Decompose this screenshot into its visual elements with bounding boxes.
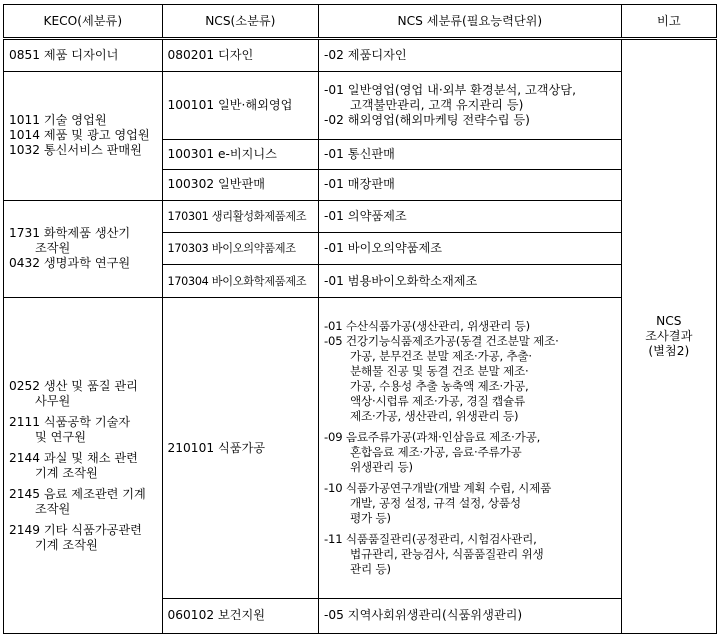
ncs-detail-cell: -01 바이오의약품제조 (319, 232, 622, 265)
ncs-detail-item: 혼합음료 제조·가공, 음료·주류가공 (350, 445, 522, 460)
ncs-detail-cell: -01 통신판매 (319, 139, 622, 169)
ncs-detail-item: -01 수산식품가공(생산관리, 위생관리 등) (324, 319, 530, 334)
keco-item: 1032 통신서비스 판매원 (9, 143, 142, 158)
ncs-small-cell: 100302 일반판매 (162, 169, 318, 200)
ncs-detail-item: 분해물 진공 및 동결 건조 분말 제조· (350, 364, 529, 379)
ncs-detail-item: 가공, 수용성 추출 농축액 제조·가공, (350, 379, 529, 394)
ncs-small-cell: 060102 보건지원 (162, 598, 318, 633)
header-note: 비고 (621, 5, 716, 39)
header-keco: KECO(세분류) (4, 5, 163, 39)
ncs-detail-item: 가공, 분무건조 분말 제조·가공, 추출· (350, 349, 532, 364)
ncs-detail-cell (319, 71, 622, 139)
note-line: (별첨2) (648, 344, 690, 358)
keco-item: 기계 조작원 (35, 465, 98, 480)
keco-item: 조작원 (35, 241, 71, 256)
table-row (4, 200, 717, 232)
ncs-detail-item: 평가 등) (350, 511, 391, 526)
ncs-small-cell: 170304 바이오화학제품제조 (162, 265, 318, 298)
ncs-detail-item: 관리 등) (350, 562, 391, 577)
table-row (4, 39, 717, 72)
classification-table (3, 4, 717, 634)
keco-item: 조작원 (35, 501, 71, 516)
keco-item: 1011 기술 영업원 (9, 113, 107, 128)
ncs-detail-item: -01 일반영업(영업 내·외부 환경분석, 고객상담, (324, 82, 576, 97)
ncs-small-cell: 100101 일반·해외영업 (162, 71, 318, 139)
ncs-detail-item: -10 식품가공연구개발(개발 계획 수립, 시제품 (324, 481, 552, 496)
ncs-detail-cell: -01 매장판매 (319, 169, 622, 200)
ncs-detail-item: -02 해외영업(해외마케팅 전략수립 등) (324, 112, 530, 127)
note-line: 조사결과 (645, 329, 693, 343)
keco-item: 및 연구원 (35, 429, 86, 444)
table-row (4, 298, 717, 599)
keco-item: 2111 식품공학 기술자 (9, 414, 131, 429)
ncs-small-cell: 100301 e-비지니스 (162, 139, 318, 169)
ncs-detail-cell: -05 지역사회위생관리(식품위생관리) (319, 598, 622, 633)
ncs-small-cell: 210101 식품가공 (162, 298, 318, 599)
keco-item: 1014 제품 및 광고 영업원 (9, 128, 150, 143)
ncs-detail-item: -11 식품품질관리(공정관리, 시험검사관리, (324, 532, 537, 547)
keco-item: 0252 생산 및 품질 관리 (9, 378, 138, 393)
keco-item: 1731 화학제품 생산기 (9, 226, 131, 241)
header-ncs-small: NCS(소분류) (162, 5, 318, 39)
ncs-detail-item: 개발, 공정 설정, 규격 설정, 상품성 (350, 496, 521, 511)
ncs-small-cell: 170303 바이오의약품제조 (162, 232, 318, 265)
keco-item: 0851 제품 디자이너 (9, 47, 119, 62)
keco-item: 2149 기타 식품가공관련 (9, 522, 142, 537)
ncs-small-cell: 080201 디자인 (162, 39, 318, 72)
ncs-detail-item: 제조·가공, 생산관리, 위생관리 등) (350, 409, 519, 424)
ncs-detail-cell (319, 39, 622, 72)
ncs-small-cell: 170301 생리활성화제품제조 (162, 200, 318, 232)
ncs-detail-item: 액상·시럽류 제조·가공, 경질 캡슐류 (350, 394, 525, 409)
keco-item: 0432 생명과학 연구원 (9, 256, 131, 271)
note-line: NCS (656, 314, 682, 328)
keco-item: 사무원 (35, 393, 71, 408)
keco-item: 2145 음료 제조관련 기계 (9, 486, 146, 501)
table-row (4, 71, 717, 139)
ncs-detail-item: 고객불만관리, 고객 유지관리 등) (350, 97, 524, 112)
ncs-detail-cell (319, 298, 622, 599)
ncs-detail-item: -02 제품디자인 (324, 47, 407, 62)
keco-cell (4, 200, 163, 298)
ncs-detail-item: 법규관리, 관능검사, 식품품질관리 위생 (350, 547, 544, 562)
ncs-detail-cell: -01 의약품제조 (319, 200, 622, 232)
header-ncs-detail: NCS 세분류(필요능력단위) (319, 5, 622, 39)
ncs-detail-item: 위생관리 등) (350, 460, 413, 475)
ncs-detail-item: -05 건강기능식품제조가공(동결 건조분말 제조· (324, 334, 559, 349)
keco-cell (4, 71, 163, 200)
ncs-detail-cell: -01 범용바이오화학소재제조 (319, 265, 622, 298)
keco-cell (4, 298, 163, 634)
ncs-detail-item: -09 음료주류가공(과채·인삼음료 제조·가공, (324, 430, 541, 445)
note-cell (621, 39, 716, 634)
keco-item: 2144 과실 및 채소 관련 (9, 450, 138, 465)
header-row (4, 5, 717, 39)
keco-cell (4, 39, 163, 72)
keco-item: 기계 조작원 (35, 537, 98, 552)
